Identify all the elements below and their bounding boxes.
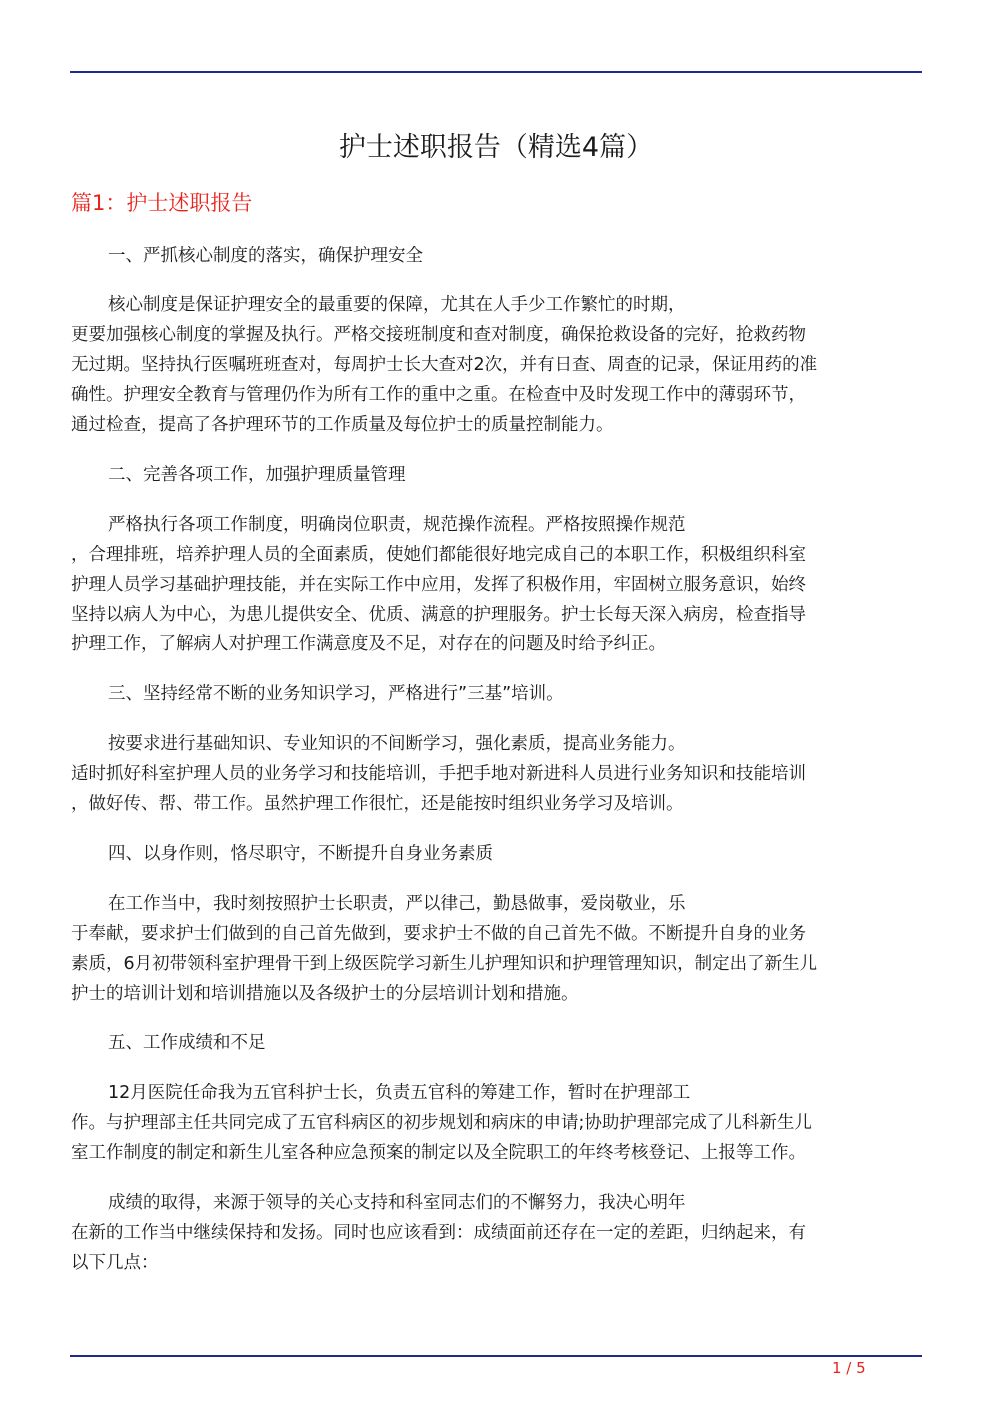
page-number: 1 / 5 [832,1359,866,1377]
document-title: 护士述职报告（精选4篇） [338,132,654,163]
paragraph-line: 坚持以病人为中心，为患儿提供安全、优质、满意的护理服务。护士长每天深入病房，检查指导 [71,605,806,625]
paragraph-line: 以下几点： [71,1253,159,1273]
paragraph-line: 通过检查，提高了各护理环节的工作质量及每位护士的质量控制能力。 [71,415,614,435]
paragraph-line: 严格执行各项工作制度，明确岗位职责，规范操作流程。严格按照操作规范 [108,515,686,535]
paragraph-line: 护理人员学习基础护理技能，并在实际工作中应用，发挥了积极作用，牢固树立服务意识，始终 [71,575,806,595]
paragraph-line: 在工作当中，我时刻按照护士长职责，严以律己，勤恳做事，爱岗敬业，乐 [108,894,686,914]
paragraph-line: 更要加强核心制度的掌握及执行。严格交接班制度和查对制度，确保抢救设备的完好，抢救药物 [71,325,806,345]
paragraph-line: ，合理排班，培养护理人员的全面素质，使她们都能很好地完成自己的本职工作，积极组织科室 [71,545,806,565]
paragraph-line: 确性。护理安全教育与管理仍作为所有工作的重中之重。在检查中及时发现工作中的薄弱环节， [71,385,806,405]
paragraph-line: 于奉献，要求护士们做到的自己首先做到，要求护士不做的自己首先不做。不断提升自身的业务 [71,924,806,944]
paragraph-line: 适时抓好科室护理人员的业务学习和技能培训，手把手地对新进科人员进行业务知识和技能培训 [71,764,806,784]
paragraph-line: 成绩的取得，来源于领导的关心支持和科室同志们的不懈努力，我决心明年 [108,1193,686,1213]
heading-3: 三、坚持经常不断的业务知识学习，严格进行”三基”培训。 [108,684,564,704]
paragraph-line: 素质，6月初带领科室护理骨干到上级医院学习新生儿护理知识和护理管理知识，制定出了新生儿 [71,954,818,974]
section-heading: 篇1：护士述职报告 [71,191,253,215]
paragraph-line: 按要求进行基础知识、专业知识的不间断学习，强化素质，提高业务能力。 [108,734,686,754]
paragraph-line: 护士的培训计划和培训措施以及各级护士的分层培训计划和措施。 [71,984,579,1004]
paragraph-line: 作。与护理部主任共同完成了五官科病区的初步规划和病床的申请;协助护理部完成了儿科新生儿 [71,1113,812,1133]
heading-4: 四、以身作则，恪尽职守，不断提升自身业务素质 [108,844,493,864]
paragraph-line: 无过期。坚持执行医嘱班班查对，每周护士长大查对2次，并有日查、周查的记录，保证用药的准 [71,355,818,375]
paragraph-line: 12月医院任命我为五官科护士长，负责五官科的筹建工作，暂时在护理部工 [108,1083,691,1103]
paragraph-line: 在新的工作当中继续保持和发扬。同时也应该看到：成绩面前还存在一定的差距，归纳起来，有 [71,1223,806,1243]
paragraph-line: 护理工作，了解病人对护理工作满意度及不足，对存在的问题及时给予纠正。 [71,634,666,654]
heading-2: 二、完善各项工作，加强护理质量管理 [108,465,406,485]
footer-rule [70,1355,922,1357]
paragraph-line: ，做好传、帮、带工作。虽然护理工作很忙，还是能按时组织业务学习及培训。 [71,794,684,814]
paragraph-line: 室工作制度的制定和新生儿室各种应急预案的制定以及全院职工的年终考核登记、上报等工作。 [71,1143,806,1163]
heading-1: 一、严抓核心制度的落实，确保护理安全 [108,246,423,266]
header-rule [70,71,922,73]
heading-5: 五、工作成绩和不足 [108,1033,266,1053]
paragraph-line: 核心制度是保证护理安全的最重要的保障，尤其在人手少工作繁忙的时期， [108,295,686,315]
